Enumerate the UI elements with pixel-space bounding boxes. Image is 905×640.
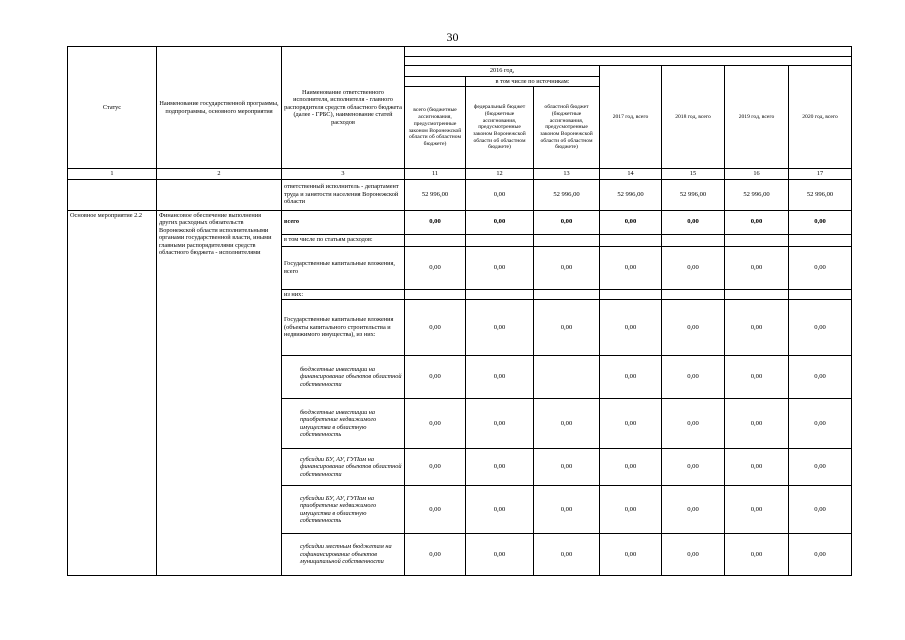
cell-value: 0,00 [662, 246, 725, 289]
header-year-2016: 2016 год, [405, 66, 600, 77]
cell-value: 0,00 [600, 399, 662, 449]
cell-value: 0,00 [466, 449, 534, 486]
row-label: Государственные капитальные вложения, всего [282, 246, 405, 289]
cell-value: 0,00 [466, 210, 534, 234]
header-2019: 2019 год, всего [725, 66, 789, 169]
cell-value: 0,00 [789, 356, 852, 399]
header-2020: 2020 год, всего [789, 66, 852, 169]
header-executor: Наименование ответственного исполнителя, исполнителя - главного распорядителя средств областного бюджета (далее - ГРБС), наименование статей расходов [282, 47, 405, 169]
cell-value: 0,00 [600, 486, 662, 534]
cell-value: 0,00 [405, 246, 466, 289]
cell-value: 0,00 [789, 246, 852, 289]
cell-value: 0,00 [466, 246, 534, 289]
row-label: ответственный исполнитель - департамент труда и занятости населения Воронежской области [282, 179, 405, 210]
cell-value: 0,00 [789, 449, 852, 486]
col-num: 14 [600, 169, 662, 180]
cell-value: 52 996,00 [600, 179, 662, 210]
cell-value: 0,00 [466, 179, 534, 210]
table-row [68, 179, 852, 210]
cell-value: 0,00 [405, 210, 466, 234]
col-num: 13 [534, 169, 600, 180]
cell-value: 0,00 [789, 210, 852, 234]
cell-value: 0,00 [600, 449, 662, 486]
measure-name: Финансовое обеспечение выполнения других расходных обязательств Воронежской области исполнительными органами государственной власти, иными главными распорядителями средств областного бюджета - исполнителями [157, 210, 282, 576]
col-num: 15 [662, 169, 725, 180]
row-label: Государственные капитальные вложения (объекты капитального строительства и недвижимого имущества), из них: [282, 300, 405, 356]
cell-value: 0,00 [789, 486, 852, 534]
cell-value: 0,00 [600, 246, 662, 289]
cell-value: 0,00 [466, 534, 534, 576]
cell-value: 0,00 [534, 246, 600, 289]
col-num: 16 [725, 169, 789, 180]
cell-value: 0,00 [789, 300, 852, 356]
cell-value: 0,00 [662, 356, 725, 399]
header-program-name: Наименование государственной программы, подпрограммы, основного мероприятия [157, 47, 282, 169]
cell-value: 0,00 [662, 534, 725, 576]
header-by-sources: в том числе по источникам: [466, 76, 600, 87]
cell-value: 0,00 [534, 486, 600, 534]
cell-value: 0,00 [662, 449, 725, 486]
cell-value: 0,00 [725, 534, 789, 576]
cell-value: 0,00 [725, 210, 789, 234]
cell-value: 0,00 [662, 300, 725, 356]
cell-value: 0,00 [466, 356, 534, 399]
cell-value: 52 996,00 [405, 179, 466, 210]
cell-value: 0,00 [466, 399, 534, 449]
cell-value: 52 996,00 [789, 179, 852, 210]
row-label: из них: [282, 289, 405, 300]
budget-table [67, 46, 852, 576]
cell-value: 0,00 [662, 399, 725, 449]
cell-value: 0,00 [600, 534, 662, 576]
row-label: всего [282, 210, 405, 234]
cell-value: 0,00 [534, 449, 600, 486]
row-label: бюджетные инвестиции на финансирование объектов областной собственности [282, 356, 405, 399]
cell-value: 0,00 [725, 246, 789, 289]
header-empty-second [405, 57, 852, 66]
cell-value: 0,00 [600, 210, 662, 234]
cell-value: 0,00 [405, 486, 466, 534]
header-status: Статус [68, 47, 157, 169]
header-federal-budget: федеральный бюджет (бюджетные ассигнования, предусмотренные законом Воронежской области об областном бюджете) [466, 87, 534, 169]
cell-value: 0,00 [466, 300, 534, 356]
col-num: 12 [466, 169, 534, 180]
cell-value: 0,00 [789, 534, 852, 576]
cell-value: 0,00 [405, 300, 466, 356]
header-total-2016: всего (бюджетные ассигнования, предусмотренные законом Воронежской области об областном бюджете) [405, 87, 466, 169]
row-label: в том числе по статьям расходов: [282, 234, 405, 246]
row-label: субсидии местным бюджетам на софинансирование объектов муниципальной собственности [282, 534, 405, 576]
cell-value: 0,00 [534, 399, 600, 449]
row-label: субсидии БУ, АУ, ГУПам на приобретение недвижимого имущества в областную собственность [282, 486, 405, 534]
cell-value: 0,00 [405, 356, 466, 399]
col-num: 11 [405, 169, 466, 180]
cell-value: 0,00 [789, 399, 852, 449]
cell-value: 0,00 [534, 534, 600, 576]
cell-value: 0,00 [600, 300, 662, 356]
measure-status: Основное мероприятие 2.2 [68, 210, 157, 576]
header-empty-top [405, 47, 852, 57]
row-label: субсидии БУ, АУ, ГУПам на финансирование объектов областной собственности [282, 449, 405, 486]
page-number: 30 [446, 30, 459, 44]
col-num: 1 [68, 169, 157, 180]
cell-value: 0,00 [725, 399, 789, 449]
cell-value: 0,00 [662, 210, 725, 234]
cell-value: 52 996,00 [534, 179, 600, 210]
cell-value: 0,00 [600, 356, 662, 399]
row-label: бюджетные инвестиции на приобретение недвижимого имущества в областную собственность [282, 399, 405, 449]
cell-value: 0,00 [405, 534, 466, 576]
header-2018: 2018 год, всего [662, 66, 725, 169]
column-numbers-row [68, 169, 852, 180]
cell-value: 0,00 [534, 300, 600, 356]
table-row [68, 210, 852, 234]
cell-value: 0,00 [662, 486, 725, 534]
header-2017: 2017 год, всего [600, 66, 662, 169]
cell-value: 52 996,00 [662, 179, 725, 210]
col-num: 17 [789, 169, 852, 180]
col-num: 2 [157, 169, 282, 180]
cell-value: 0,00 [405, 399, 466, 449]
cell-value: 0,00 [725, 356, 789, 399]
cell-value: 0,00 [534, 210, 600, 234]
col-num: 3 [282, 169, 405, 180]
cell-value: 0,00 [725, 486, 789, 534]
cell-value: 52 996,00 [725, 179, 789, 210]
cell-value: 0,00 [405, 449, 466, 486]
cell-value: 0,00 [725, 449, 789, 486]
cell-value [534, 356, 600, 399]
cell-value: 0,00 [466, 486, 534, 534]
header-regional-budget: областной бюджет (бюджетные ассигнования, предусмотренные законом Воронежской области об областном бюджете) [534, 87, 600, 169]
cell-value: 0,00 [725, 300, 789, 356]
